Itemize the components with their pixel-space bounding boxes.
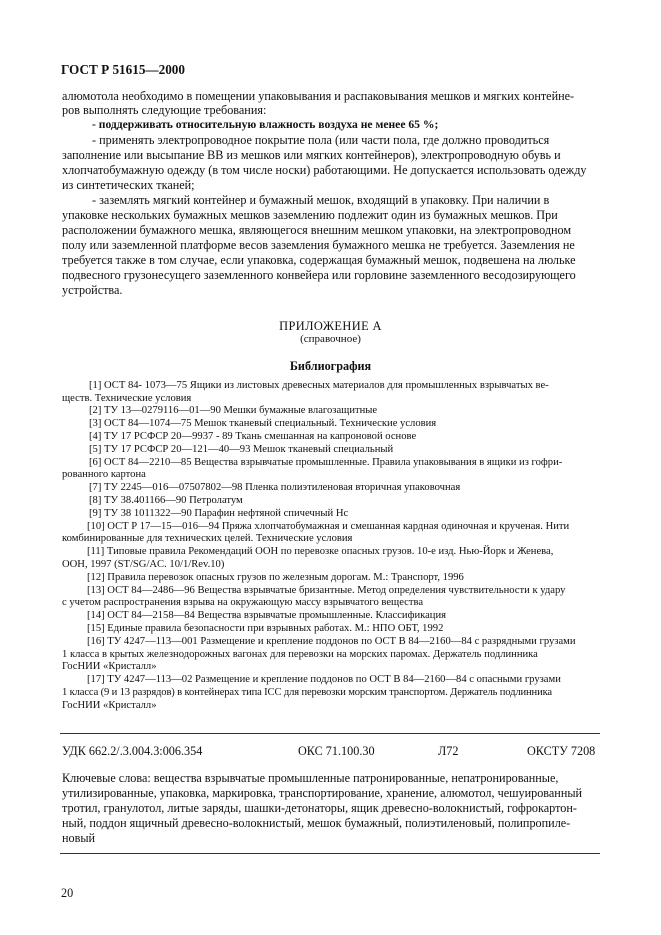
bibliography-line: [6] ОСТ 84—2210—85 Вещества взрывчатые промышленные. Правила упаковывания в ящики из гофри- [89, 457, 563, 468]
text-line: - применять электропроводное покрытие пола (или части пола, где должно проводиться [92, 133, 550, 147]
standard-number: ГОСТ Р 51615—2000 [61, 62, 185, 77]
bibliography-line: 1 класса (9 и 13 разрядов) в контейнерах типа ICC для перевозки морским транспортом. Держатель подлинника [62, 687, 552, 698]
bibliography-line: с учетом распространения взрыва на окружающую массу взрывчатого вещества [62, 597, 424, 608]
keywords-line: ный, поддон ящичный древесно-волокнистый, мешок бумажный, полиэтиленовый, полипропиле- [62, 816, 571, 830]
text-line: ров выполнять следующие требования: [62, 103, 267, 117]
bibliography-heading: Библиография [289, 359, 372, 373]
oks-code: ОКС 71.100.30 [298, 744, 375, 758]
udk-code: УДК 662.2/.3.004.3:006.354 [62, 744, 203, 758]
text-line: заполнение или высыпание ВВ из мешков или мягких контейнеров), электропроводную обувь и [62, 148, 561, 162]
keywords-line: тротил, гранулотол, литые заряды, шашки-детонаторы, ящик древесно-волокнистый, гофрокартон- [62, 801, 577, 815]
text-line: - заземлять мягкий контейнер и бумажный мешок, входящий в упаковку. При наличии в [92, 193, 550, 207]
bibliography-line: 1 класса в крытых железнодорожных вагонах для перевозки на морских паромах. Держатель подлинника [62, 649, 538, 660]
bibliography-line: [1] ОСТ 84- 1073—75 Ящики из листовых древесных материалов для промышленных взрывчатых ве- [89, 380, 549, 391]
group-code: Л72 [438, 744, 459, 758]
keywords-line: утилизированные, упаковка, маркировка, транспортирование, хранение, алюмотол, чешуированный [62, 786, 583, 800]
bibliography-line: комбинированные для технических целей. Технические условия [62, 533, 353, 544]
text-line: требуется также в том случае, если упаковка, содержащая бумажный мешок, подвешена на люльке [62, 253, 576, 267]
bibliography-line: [10] ОСТ Р 17—15—016—94 Пряжа хлопчатобумажная и смешанная кардная одиночная и крученая. Нити [87, 521, 570, 532]
bibliography-line: [9] ТУ 38 1011322—90 Парафин нефтяной спичечный Нс [89, 508, 349, 519]
text-line: расположении бумажного мешка, являющегося внешним мешком упаковки, на электропроводном [62, 223, 572, 237]
text-line: устройства. [62, 283, 123, 297]
bibliography-line: [11] Типовые правила Рекомендаций ООН по перевозке опасных грузов. 10-е изд. Нью-Йорк и Женева, [87, 546, 554, 557]
bibliography-line: [5] ТУ 17 РСФСР 20—121—40—93 Мешок тканевый специальный [89, 444, 394, 455]
bibliography-line: [7] ТУ 2245—016—07507802—98 Пленка полиэтиленовая вторичная упаковочная [89, 482, 461, 493]
text-line: из синтетических тканей; [62, 178, 195, 192]
keywords-line: новый [62, 831, 96, 845]
bibliography-line: [14] ОСТ 84—2158—84 Вещества взрывчатые промышленные. Классификация [87, 610, 447, 621]
bibliography-line: [15] Единые правила безопасности при взрывных работах. М.: НПО ОБТ, 1992 [87, 623, 444, 634]
separator-line [60, 733, 600, 734]
text-line: подвесного грузонесущего заземленного конвейера или горловине заземленного весодозирующего [62, 268, 576, 282]
bibliography-line: [13] ОСТ 84—2486—96 Вещества взрывчатые бризантные. Метод определения чувствительности к удару [87, 585, 566, 596]
bibliography-line: [3] ОСТ 84—1074—75 Мешок тканевый специальный. Технические условия [89, 418, 437, 429]
separator-line [60, 853, 600, 854]
page-number: 20 [61, 886, 74, 900]
bibliography-line: ООН, 1997 (ST/SG/AC. 10/1/Rev.10) [62, 559, 225, 570]
text-line: упаковке нескольких бумажных мешков заземлению подлежит один из бумажных мешков. При [62, 208, 558, 222]
text-line: полу или заземленной платформе весов заземления бумажного мешка не требуется. Заземления не [62, 238, 575, 252]
bibliography-line: [17] ТУ 4247—113—02 Размещение и крепление поддонов по ОСТ В 84—2160—84 с опасными грузами [87, 674, 561, 685]
text-line: - поддерживать относительную влажность воздуха не менее 65 %; [92, 118, 439, 131]
keywords-line: Ключевые слова: вещества взрывчатые промышленные патронированные, непатронированные, [62, 771, 559, 785]
appendix-subtitle: (справочное) [300, 333, 361, 345]
okstu-code: ОКСТУ 7208 [527, 744, 596, 758]
bibliography-line: ГосНИИ «Кристалл» [62, 700, 157, 711]
bibliography-line: [2] ТУ 13—0279116—01—90 Мешки бумажные влагозащитные [89, 405, 378, 416]
bibliography-line: [8] ТУ 38.401166—90 Петролатум [89, 495, 243, 506]
bibliography-line: ществ. Технические условия [62, 393, 192, 404]
text-line: хлопчатобумажную одежду (в том числе носки) работающими. Не допускается использовать одежду [62, 163, 587, 177]
text-line: алюмотола необходимо в помещении упаковывания и распаковывания мешков и мягких контейне- [62, 89, 575, 103]
appendix-title: ПРИЛОЖЕНИЕ А [279, 319, 382, 333]
bibliography-line: рованного картона [62, 469, 146, 480]
bibliography-line: [4] ТУ 17 РСФСР 20—9937 - 89 Ткань смешанная на капроновой основе [89, 431, 417, 442]
bibliography-line: [16] ТУ 4247—113—001 Размещение и крепление поддонов по ОСТ В 84—2160—84 с разрядными грузами [87, 636, 576, 647]
bibliography-line: ГосНИИ «Кристалл» [62, 661, 157, 672]
bibliography-line: [12] Правила перевозок опасных грузов по железным дорогам. М.: Транспорт, 1996 [87, 572, 464, 583]
